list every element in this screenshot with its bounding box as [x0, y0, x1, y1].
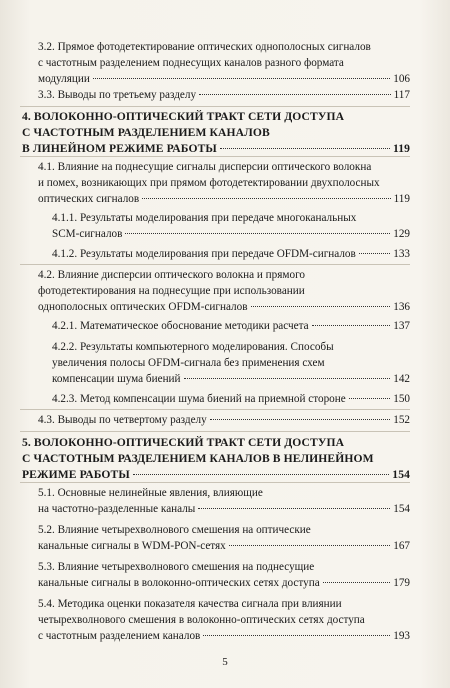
toc-entry-line: с частотным разделением каналов	[38, 630, 201, 642]
toc-entry-line: 4. ВОЛОКОННО-ОПТИЧЕСКИЙ ТРАКТ СЕТИ ДОСТУПА	[22, 110, 345, 123]
toc-page-number: 152	[393, 414, 410, 426]
leader-dots	[199, 94, 391, 95]
toc-page-number: 167	[393, 540, 410, 552]
leader-dots	[184, 378, 391, 379]
toc-entry-line: 4.1. Влияние на поднесущие сигналы дисперсии оптического волокна	[38, 161, 372, 173]
leader-dots	[220, 148, 390, 149]
leader-dots	[203, 635, 390, 636]
toc-page-number: 142	[393, 373, 410, 385]
toc-entry-line: 5.3. Влияние четырехволнового смешения на поднесущие	[38, 561, 315, 573]
toc-entry-line: 4.3. Выводы по четвертому разделу	[38, 414, 207, 426]
toc-entry-line: SCM-сигналов	[52, 228, 123, 240]
toc-page-number: 154	[392, 468, 410, 481]
divider	[20, 431, 410, 432]
toc-entry-line: однополосных оптических OFDM-сигналов	[38, 301, 248, 313]
toc-entry-line: 4.2.1. Математическое обоснование методики расчета	[52, 320, 309, 332]
leader-dots	[349, 398, 390, 399]
toc-page-number: 133	[393, 248, 410, 260]
leader-dots	[323, 582, 391, 583]
toc-page-number: 119	[393, 193, 410, 205]
divider	[20, 106, 410, 107]
toc-entry-line: 4.1.1. Результаты моделирования при передаче многоканальных	[52, 212, 357, 224]
divider	[20, 482, 410, 483]
toc-entry-line: 5.4. Методика оценки показателя качества сигнала при влиянии	[38, 598, 342, 610]
toc-page-number: 154	[393, 503, 410, 515]
toc-entry-line: С ЧАСТОТНЫМ РАЗДЕЛЕНИЕМ КАНАЛОВ В НЕЛИНЕЙНОМ	[22, 452, 374, 465]
toc-entry-line: и помех, возникающих при прямом фотодетектировании двухполосных	[38, 177, 380, 189]
toc-page-number: 106	[393, 73, 410, 85]
toc-entry-line: с частотным разделением поднесущих каналов разного формата	[38, 57, 344, 69]
toc-entry-line: 3.2. Прямое фотодетектирование оптических однополосных сигналов	[38, 41, 371, 53]
toc-page-number: 119	[392, 142, 410, 155]
toc-entry-line: В ЛИНЕЙНОМ РЕЖИМЕ РАБОТЫ	[22, 142, 217, 155]
toc-entry-line: 4.2.3. Метод компенсации шума биений на приемной стороне	[52, 393, 346, 405]
toc-entry-line: на частотно-разделенные каналы	[38, 503, 196, 515]
toc-entry-line: С ЧАСТОТНЫМ РАЗДЕЛЕНИЕМ КАНАЛОВ	[22, 126, 270, 139]
toc-page-number: 179	[393, 577, 410, 589]
leader-dots	[142, 198, 390, 199]
divider	[20, 156, 410, 157]
toc-page-number: 129	[393, 228, 410, 240]
toc-entry-line: 3.3. Выводы по третьему разделу	[38, 89, 197, 101]
divider	[20, 264, 410, 265]
toc-page-number: 117	[393, 89, 410, 101]
toc-entry-line: канальные сигналы в волоконно-оптических сетях доступа	[38, 577, 320, 589]
divider	[20, 409, 410, 410]
toc-entry-line: 5. ВОЛОКОННО-ОПТИЧЕСКИЙ ТРАКТ СЕТИ ДОСТУПА	[22, 436, 345, 449]
toc-entry-line: увеличения полосы OFDM-сигнала без применения схем	[52, 357, 325, 369]
toc-entry-line: 4.2. Влияние дисперсии оптического волокна и прямого	[38, 269, 305, 281]
leader-dots	[312, 325, 391, 326]
toc-page-number: 150	[393, 393, 410, 405]
toc-entry-line: модуляции	[38, 73, 90, 85]
toc-entry-line: 4.1.2. Результаты моделирования при передаче OFDM-сигналов	[52, 248, 356, 260]
toc-entry-line: оптических сигналов	[38, 193, 140, 205]
toc-entry-line: фотодетектирования на поднесущие при использовании	[38, 285, 305, 297]
leader-dots	[251, 306, 391, 307]
toc-entry-line: четырехволнового смешения в волоконно-оптических сетях доступа	[38, 614, 365, 626]
toc-page-number: 137	[393, 320, 410, 332]
leader-dots	[125, 233, 390, 234]
leader-dots	[93, 78, 390, 79]
page-number: 5	[222, 656, 228, 668]
toc-page-number: 193	[393, 630, 410, 642]
toc-entry-line: РЕЖИМЕ РАБОТЫ	[22, 468, 130, 481]
leader-dots	[133, 474, 389, 475]
toc-entry-line: 5.1. Основные нелинейные явления, влияющие	[38, 487, 263, 499]
toc-entry-line: компенсации шума биений	[52, 373, 181, 385]
leader-dots	[210, 419, 390, 420]
leader-dots	[359, 253, 390, 254]
leader-dots	[229, 545, 390, 546]
toc-entry-line: 5.2. Влияние четырехволнового смешения на оптические	[38, 524, 311, 536]
toc-entry-line: 4.2.2. Результаты компьютерного моделирования. Способы	[52, 341, 334, 353]
toc-page-number: 136	[393, 301, 410, 313]
toc-entry-line: канальные сигналы в WDM-PON-сетях	[38, 540, 226, 552]
leader-dots	[198, 508, 390, 509]
